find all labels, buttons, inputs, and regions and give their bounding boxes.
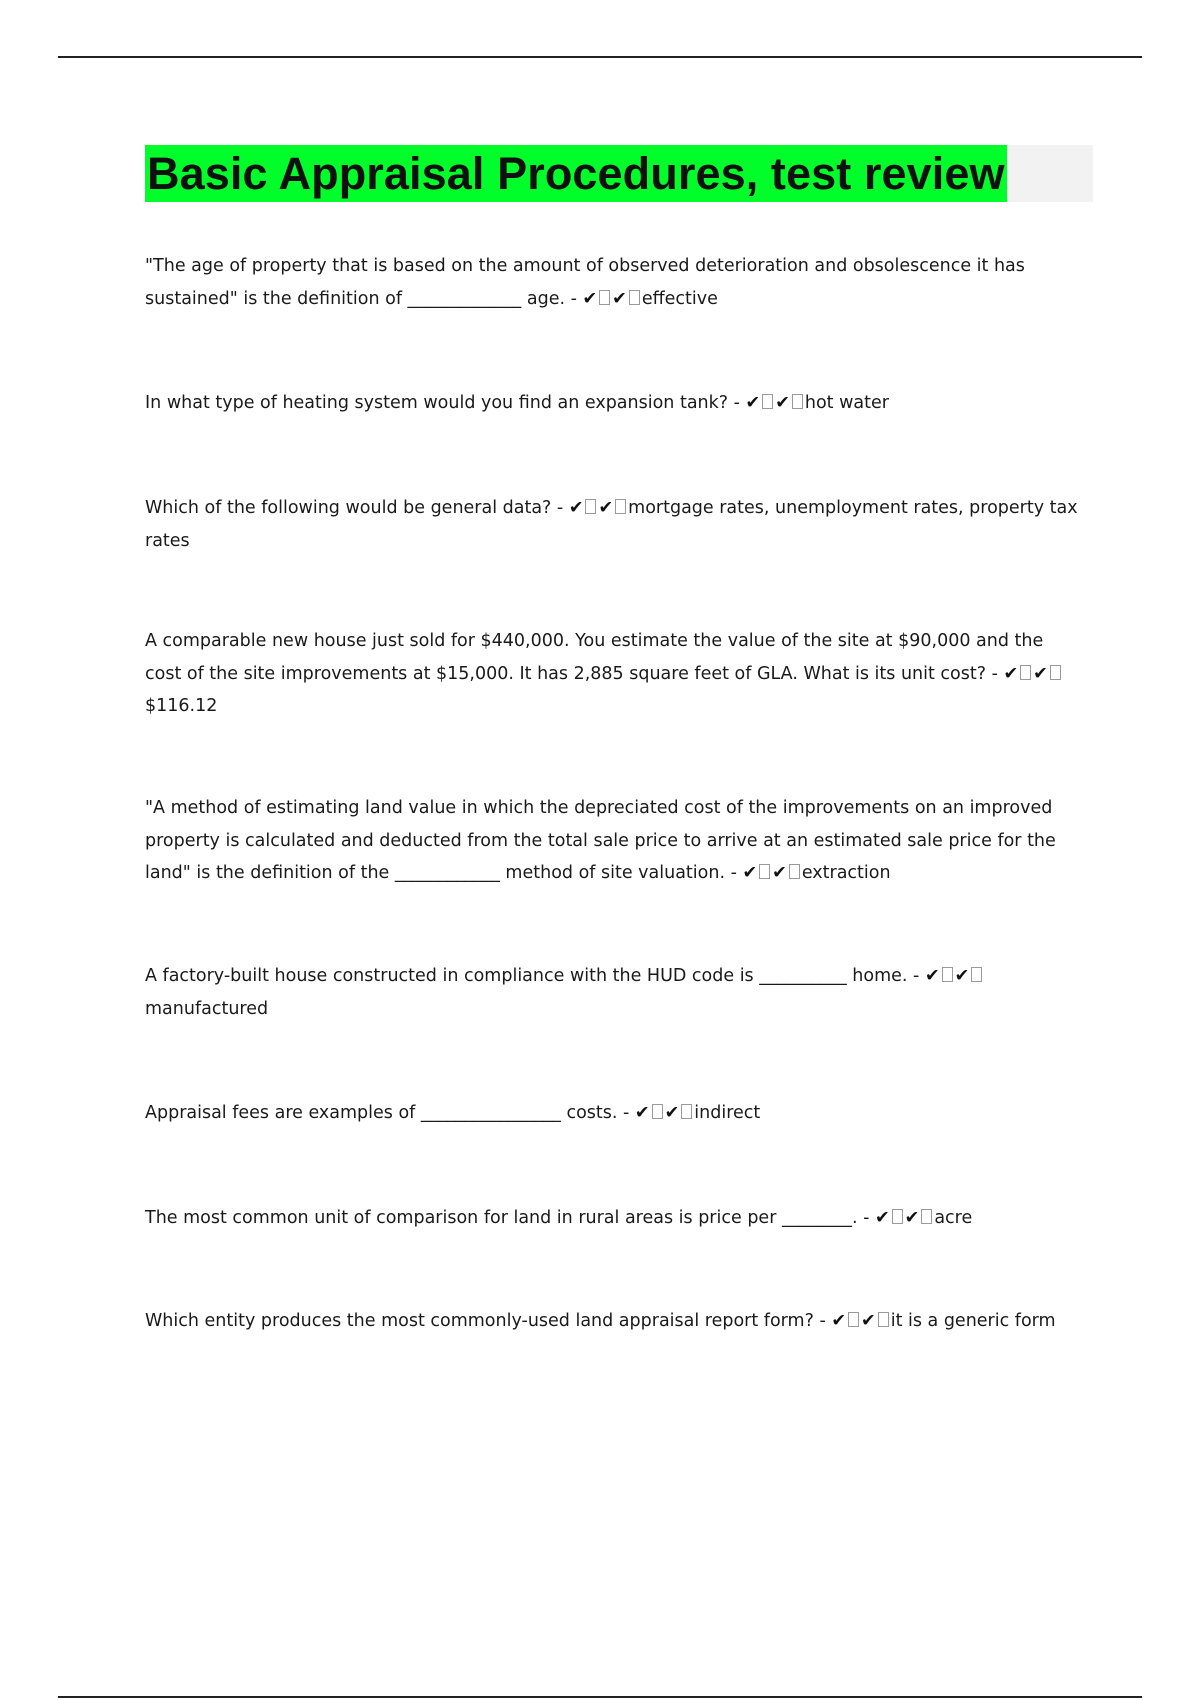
qa-item-9 xyxy=(145,1305,1085,1338)
qa-item-6 xyxy=(145,960,1085,1025)
check-mark-icon: ✔ ✔ xyxy=(746,393,805,413)
bottom-rule xyxy=(58,1696,1142,1698)
separator: - xyxy=(725,863,743,883)
question-text: A comparable new house just sold for $440,000. You estimate the value of the site at $90,000 and the cost of the site improvements at $15,000. It has 2,885 square feet of GLA. What is its unit cost? xyxy=(145,631,1044,684)
qa-item-1 xyxy=(145,250,1085,315)
qa-item-5 xyxy=(145,792,1085,890)
qa-item-4 xyxy=(145,625,1085,723)
answer-text: mortgage rates, unemployment rates, property tax rates xyxy=(145,498,1078,551)
answer-text: acre xyxy=(934,1208,973,1228)
page-title: Basic Appraisal Procedures, test review xyxy=(145,145,1007,202)
check-mark-icon: ✔ ✔ xyxy=(635,1103,694,1123)
question-text: Which entity produces the most commonly-used land appraisal report form? xyxy=(145,1311,814,1331)
answer-text: hot water xyxy=(804,393,889,413)
check-mark-icon: ✔ ✔ xyxy=(831,1311,890,1331)
qa-item-8 xyxy=(145,1202,1085,1235)
answer-text: extraction xyxy=(801,863,891,883)
separator: - xyxy=(617,1103,635,1123)
check-mark-icon: ✔ ✔ xyxy=(1003,664,1062,684)
separator: - xyxy=(986,663,1004,684)
answer-text: manufactured xyxy=(145,998,269,1019)
qa-item-7 xyxy=(145,1097,1085,1130)
check-mark-icon: ✔ ✔ xyxy=(875,1208,934,1228)
question-text: Which of the following would be general data? xyxy=(145,498,552,518)
separator: - xyxy=(907,966,925,986)
qa-item-2 xyxy=(145,387,1085,420)
top-rule xyxy=(58,56,1142,58)
answer-text: effective xyxy=(641,288,718,309)
separator: - xyxy=(728,393,746,413)
question-text: "The age of property that is based on the amount of observed deterioration and obsolescence it has sustained" is the definition of _____________ age. xyxy=(145,256,1025,309)
question-text: A factory-built house constructed in compliance with the HUD code is __________ home. xyxy=(145,966,908,986)
separator: - xyxy=(565,288,583,309)
answer-text: indirect xyxy=(694,1103,761,1123)
check-mark-icon: ✔ ✔ xyxy=(569,498,628,518)
qa-item-3 xyxy=(145,492,1085,557)
question-text: "A method of estimating land value in which the depreciated cost of the improvements on an improved property is calculated and deducted from the total sale price to arrive at an estimated sale price for the land" is the definition of the ____________ method of site valuation. xyxy=(145,798,1056,883)
question-text: Appraisal fees are examples of ________________ costs. xyxy=(145,1103,618,1123)
separator: - xyxy=(551,498,569,518)
answer-text: it is a generic form xyxy=(890,1311,1056,1331)
check-mark-icon: ✔ ✔ xyxy=(742,863,801,883)
check-mark-icon: ✔ ✔ xyxy=(582,289,641,309)
separator: - xyxy=(813,1311,832,1331)
separator: - xyxy=(857,1208,875,1228)
question-text: The most common unit of comparison for land in rural areas is price per ________. xyxy=(145,1208,858,1228)
check-mark-icon: ✔ ✔ xyxy=(925,966,984,986)
answer-text: $116.12 xyxy=(145,696,218,716)
question-text: In what type of heating system would you find an expansion tank? xyxy=(145,393,729,413)
